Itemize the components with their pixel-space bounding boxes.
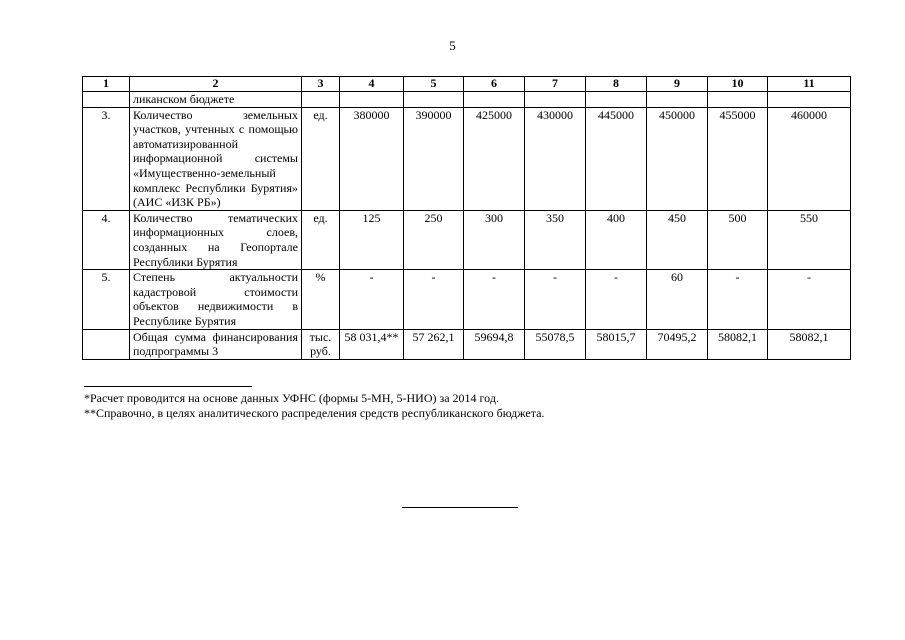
value-cell: 57 262,1 bbox=[404, 329, 464, 359]
unit-cell: ед. bbox=[302, 210, 340, 269]
value-cell: 58082,1 bbox=[708, 329, 768, 359]
value-cell: 58015,7 bbox=[586, 329, 647, 359]
bottom-divider bbox=[402, 507, 518, 508]
indicator-name-cell: Количество тематических информационных слоев, созданных на Геопортале Республики Бурятия bbox=[130, 210, 302, 269]
row-number-cell bbox=[83, 92, 130, 108]
value-cell: 450000 bbox=[647, 107, 708, 210]
value-cell: - bbox=[768, 270, 851, 329]
value-cell: 430000 bbox=[525, 107, 586, 210]
unit-cell: % bbox=[302, 270, 340, 329]
value-cell: - bbox=[708, 270, 768, 329]
table-row bbox=[83, 270, 851, 329]
header-row bbox=[83, 77, 851, 92]
column-header: 11 bbox=[768, 77, 851, 92]
value-cell: 70495,2 bbox=[647, 329, 708, 359]
column-header: 8 bbox=[586, 77, 647, 92]
value-cell: 400 bbox=[586, 210, 647, 269]
value-cell: 58082,1 bbox=[768, 329, 851, 359]
unit-cell: ед. bbox=[302, 107, 340, 210]
value-cell: - bbox=[404, 270, 464, 329]
value-cell: - bbox=[340, 270, 404, 329]
table-row bbox=[83, 329, 851, 359]
value-cell bbox=[768, 92, 851, 108]
value-cell: 250 bbox=[404, 210, 464, 269]
footnote-divider bbox=[84, 386, 252, 387]
value-cell: 425000 bbox=[464, 107, 525, 210]
table-row bbox=[83, 107, 851, 210]
value-cell: 460000 bbox=[768, 107, 851, 210]
value-cell: 380000 bbox=[340, 107, 404, 210]
footnote-1: *Расчет проводится на основе данных УФНС (формы 5-МН, 5-НИО) за 2014 год. bbox=[84, 391, 499, 405]
column-header: 2 bbox=[130, 77, 302, 92]
value-cell bbox=[464, 92, 525, 108]
continuation-row bbox=[83, 92, 851, 108]
indicator-name-cell: Степень актуальности кадастровой стоимости объектов недвижимости в Республике Бурятия bbox=[130, 270, 302, 329]
indicator-name-cell: Количество земельных участков, учтенных с помощью автоматизированной информационной системы «Имущественно-земельный комплекс Республики Бурятия» (АИС «ИЗК РБ») bbox=[130, 107, 302, 210]
value-cell bbox=[340, 92, 404, 108]
column-header: 10 bbox=[708, 77, 768, 92]
table-row bbox=[83, 210, 851, 269]
value-cell: 55078,5 bbox=[525, 329, 586, 359]
column-header: 1 bbox=[83, 77, 130, 92]
column-header: 4 bbox=[340, 77, 404, 92]
row-number-cell bbox=[83, 329, 130, 359]
value-cell bbox=[708, 92, 768, 108]
column-header: 9 bbox=[647, 77, 708, 92]
column-header: 3 bbox=[302, 77, 340, 92]
value-cell: 450 bbox=[647, 210, 708, 269]
value-cell: 550 bbox=[768, 210, 851, 269]
footnote-2: **Справочно, в целях аналитического распределения средств республиканского бюджета. bbox=[84, 406, 545, 420]
value-cell: 125 bbox=[340, 210, 404, 269]
row-number-cell: 5. bbox=[83, 270, 130, 329]
value-cell: - bbox=[525, 270, 586, 329]
column-header: 6 bbox=[464, 77, 525, 92]
value-cell bbox=[647, 92, 708, 108]
value-cell: 500 bbox=[708, 210, 768, 269]
value-cell: 350 bbox=[525, 210, 586, 269]
value-cell bbox=[586, 92, 647, 108]
value-cell: - bbox=[586, 270, 647, 329]
continuation-text: ликанском бюджете bbox=[130, 92, 302, 108]
value-cell bbox=[404, 92, 464, 108]
value-cell bbox=[525, 92, 586, 108]
column-header: 7 bbox=[525, 77, 586, 92]
row-number-cell: 4. bbox=[83, 210, 130, 269]
row-number-cell: 3. bbox=[83, 107, 130, 210]
value-cell: 59694,8 bbox=[464, 329, 525, 359]
value-cell: 455000 bbox=[708, 107, 768, 210]
value-cell: 60 bbox=[647, 270, 708, 329]
value-cell: - bbox=[464, 270, 525, 329]
value-cell: 445000 bbox=[586, 107, 647, 210]
page-number: 5 bbox=[449, 38, 456, 53]
value-cell: 58 031,4** bbox=[340, 329, 404, 359]
unit-cell bbox=[302, 92, 340, 108]
unit-cell: тыс. руб. bbox=[302, 329, 340, 359]
indicator-name-cell: Общая сумма финансирования подпрограммы 3 bbox=[130, 329, 302, 359]
value-cell: 300 bbox=[464, 210, 525, 269]
indicators-table bbox=[82, 76, 851, 360]
footnotes bbox=[84, 391, 844, 421]
column-header: 5 bbox=[404, 77, 464, 92]
value-cell: 390000 bbox=[404, 107, 464, 210]
